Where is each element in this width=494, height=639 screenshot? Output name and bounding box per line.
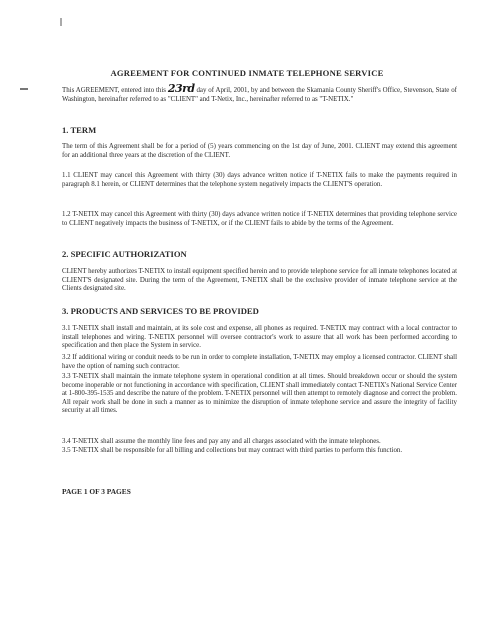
section-paragraph: 3.4 T-NETIX shall assume the monthly line fees and pay any and all charges associated with the inmate telephones. [62, 438, 381, 445]
section-paragraph: 3.2 If additional wiring or conduit needs to be run in order to complete installation, T-NETIX may employ a licensed contractor. CLIENT shall have the option of naming such contractor. [62, 354, 457, 370]
section-paragraph: The term of this Agreement shall be for a period of (5) years commencing on the 1st day of June, 2001. CLIENT may extend this agreement for an additional three years at the discretion of the CLIENT. [62, 143, 457, 159]
intro-text: This AGREEMENT, entered into this [62, 87, 166, 94]
scan-artifact [60, 18, 62, 26]
section-paragraph: CLIENT hereby authorizes T-NETIX to install equipment specified herein and to provide telephone service for all inmate telephones located at CLIENT'S designated site. During the term of the Agreement, T-NETIX shall be the exclusive provider of inmate telephone service at the Clients designated site. [62, 268, 457, 293]
scan-artifact [20, 88, 28, 90]
handwritten-day: 23rd [167, 82, 195, 95]
section-heading: 1. TERM [62, 125, 97, 135]
section-paragraph: 1.2 T-NETIX may cancel this Agreement with thirty (30) days advance written notice if T-NETIX determines that providing telephone service to CLIENT negatively impacts the business of T-NETIX, or if the CLIENT fails to abide by the terms of the Agreement. [62, 211, 457, 227]
section-heading: 3. PRODUCTS AND SERVICES TO BE PROVIDED [62, 306, 259, 316]
intro-text: day of April, 2001, by and between the Skamania County Sheriff's Office, Stevenson, State of Washington, hereinafter referred to as "CLIENT" and T-Netix, Inc., hereinafter referred to as "T-NETIX." [62, 87, 457, 103]
section-paragraph: 3.1 T-NETIX shall install and maintain, at its sole cost and expense, all phones as required. T-NETIX may contract with a local contractor to install telephones and wiring. T-NETIX personnel will oversee contractor's work to assure that all work has been performed according to specification and then place the System in service. [62, 325, 457, 350]
page-footer: PAGE 1 OF 3 PAGES [62, 487, 131, 496]
section-heading: 2. SPECIFIC AUTHORIZATION [62, 249, 187, 259]
section-paragraph: 1.1 CLIENT may cancel this Agreement with thirty (30) days advance written notice if T-NETIX fails to make the payments required in paragraph 8.1 herein, or CLIENT determines that the telephone system negatively impacts the CLIENT'S operation. [62, 172, 457, 188]
section-paragraph: 3.3 T-NETIX shall maintain the inmate telephone system in operational condition at all times. Should breakdown occur or should the system become inoperable or not functioning in accordance with specification, CLIENT shall immediately contact T-NETIX's National Service Center at 1-800-395-1535 and describe the nature of the problem. T-NETIX personnel will then attempt to remotely diagnose and correct the problem. All repair work shall be done in such a manner as to minimize the disruption of inmate telephone service and assure the integrity of facility security at all times. [62, 373, 457, 415]
document-title: AGREEMENT FOR CONTINUED INMATE TELEPHONE SERVICE [110, 68, 384, 78]
section-paragraph: 3.5 T-NETIX shall be responsible for all billing and collections but may contract with third parties to perform this function. [62, 447, 403, 454]
intro-paragraph [62, 82, 457, 104]
